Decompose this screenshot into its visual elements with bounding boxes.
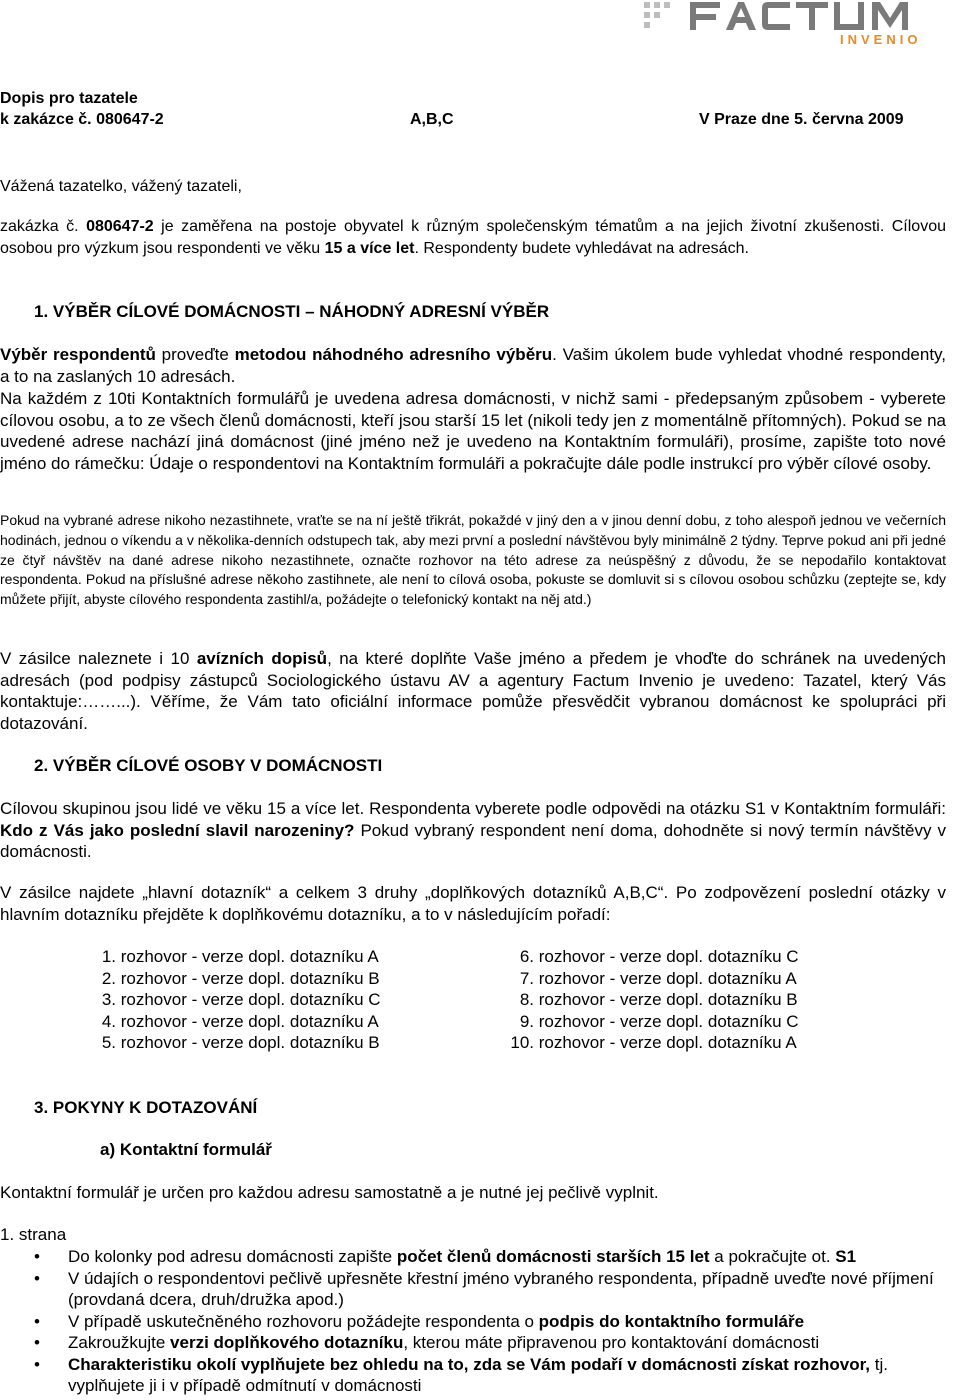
questionnaire-paragraph: V zásilce najdete „hlavní dotazník“ a celkem 3 druhy „doplňkových dotazníků A,B,C“. Po zodpovězení poslední otázky v hlavním dotazníku přejděte k doplňkovému dotazníku, a to v následujícím pořadí: (0, 883, 946, 924)
list-item: 3. rozhovor - verze dopl. dotazníku C (101, 990, 381, 1009)
logo-graphic (644, 0, 954, 46)
logo-sub: INVENIO (840, 32, 922, 46)
list-item: 1. rozhovor - verze dopl. dotazníku A (101, 947, 379, 966)
revisit-paragraph: Pokud na vybrané adrese nikoho nezastihnete, vraťte se na ní ještě třikrát, pokaždé v jiný den a v jinou denní dobu, z toho alespoň jednou ve večerních hodinách, jednou o víkendu a v několika-denních odstupech tak, aby mezi první a poslední návštěvou byly minimálně 2 týdny. Teprve pokud ani při jedné ze čtyř návštěv na dané adrese nikoho nezastihnete, označte rozhovor na této adrese za neúspěšný z důvodu, že se nepodařilo kontaktovat respondenta. Pokud na příslušné adrese někoho zastihnete, ale není to cílová osoba, pokuste se domluvit si s cílovou osobou schůzku (zeptejte se, kdy můžete přijít, abyste cílového respondenta zastihl/a, požádejte o telefonický kontakt na něj atd.) (0, 512, 946, 608)
list-item: 10. rozhovor - verze dopl. dotazníku A (510, 1033, 797, 1052)
list-item: 4. rozhovor - verze dopl. dotazníku A (101, 1011, 379, 1031)
doc-title: Dopis pro tazatele (0, 90, 138, 107)
section-1-paragraph: Na každém z 10ti Kontaktních formulářů je uvedena adresa domácnosti, v nichž sami - předepsaným způsobem - vyberete cílovou osobu, a to ze všech členů domácnosti, kteří jsou starší 15 let (nikoli tedy jen z momentálně přítomných). Pokud se na uvedené adrese nachází jiná domácnost (jiné jméno než je uvedeno na Kontaktním formuláři), prosíme, zapište toto nové jméno do rámečku: Údaje o respondentovi na Kontaktním formuláři a pokračujte dále podle instrukcí pro výběr cílové osoby. (0, 389, 946, 473)
list-item: 8. rozhovor - verze dopl. dotazníku B (519, 990, 798, 1009)
date: V Praze dne 5. června 2009 (699, 111, 904, 128)
section-2-title: 2. VÝBĚR CÍLOVÉ OSOBY V DOMÁCNOSTI (34, 756, 383, 775)
list-item: • Zakroužkujte verzi doplňkového dotazníku, kterou máte připravenou pro kontaktování domácnosti (0, 1332, 946, 1354)
order-reference: k zakázce č. 080647-2 (0, 111, 164, 128)
section-3-title: 3. POKYNY K DOTAZOVÁNÍ (34, 1098, 258, 1117)
salutation: Vážená tazatelko, vážený tazateli, (0, 178, 242, 195)
list-item: 7. rozhovor - verze dopl. dotazníku A (519, 968, 797, 988)
page-one-label: 1. strana (0, 1225, 67, 1244)
interview-order-left (80, 946, 381, 1054)
list-item: • V údajích o respondentovi pečlivě upřesněte křestní jméno vybraného respondenta, případně uveďte nové příjmení (provdaná dcera, druh/družka apod.) (0, 1268, 946, 1311)
intro-paragraph: zakázka č. 080647-2 je zaměřena na postoje obyvatel k různým společenským tématům a na jejich životní zkušenosti. Cílovou osobou pro výzkum jsou respondenti ve věku 15 a více let. Respondenty budete vyhledávat na adresách. (0, 218, 947, 257)
variants: A,B,C (410, 111, 454, 128)
list-item: 5. rozhovor - verze dopl. dotazníku B (101, 1033, 380, 1052)
contact-form-intro: Kontaktní formulář je určen pro každou adresu samostatně a je nutné jej pečlivě vyplnit. (0, 1183, 659, 1202)
factum-invenio-logo (644, 0, 954, 46)
list-item: 6. rozhovor - verze dopl. dotazníku C (519, 947, 799, 966)
section-1-lead: Výběr respondentů proveďte metodou náhodného adresního výběru. Vašim úkolem bude vyhledat vhodné respondenty, a to na zaslaných 10 adresách. (0, 345, 947, 386)
section-1-title: 1. VÝBĚR CÍLOVÉ DOMÁCNOSTI – NÁHODNÝ ADRESNÍ VÝBĚR (34, 302, 550, 321)
subsection-a-title: a) Kontaktní formulář (100, 1140, 272, 1159)
interview-order-right (500, 946, 799, 1054)
page-one-instructions (0, 1246, 946, 1397)
list-item: • Do kolonky pod adresu domácnosti zapište počet členů domácnosti starších 15 let a pokračujte ot. S1 (0, 1246, 946, 1268)
list-item: 2. rozhovor - verze dopl. dotazníku B (101, 968, 380, 988)
list-item: 9. rozhovor - verze dopl. dotazníku C (519, 1011, 799, 1031)
target-group-paragraph: Cílovou skupinou jsou lidé ve věku 15 a více let. Respondenta vyberete podle odpovědi na otázku S1 v Kontaktním formuláři: Kdo z Vás jako poslední slavil narozeniny? Pokud vybraný respondent není doma, dohodněte si nový termín návštěvy v domácnosti. (0, 799, 946, 861)
list-item: • Charakteristiku okolí vyplňujete bez ohledu na to, zda se Vám podaří v domácnosti získat rozhovor, tj. vyplňujete ji i v případě odmítnutí v domácnosti (0, 1354, 946, 1397)
list-item: • V případě uskutečněného rozhovoru požádejte respondenta o podpis do kontaktního formuláře (0, 1311, 946, 1333)
avizo-paragraph: V zásilce naleznete i 10 avízních dopisů, na které doplňte Vaše jméno a předem je vhoďte do schránek na uvedených adresách (pod podpisy zástupců Sociologického ústavu AV a agentury Factum Invenio je uvedeno: Tazatel, který Vás kontaktuje:……...). Věříme, že Vám tato oficiální informace pomůže přesvědčit vybranou domácnost ke spolupráci při dotazování. (0, 649, 946, 733)
